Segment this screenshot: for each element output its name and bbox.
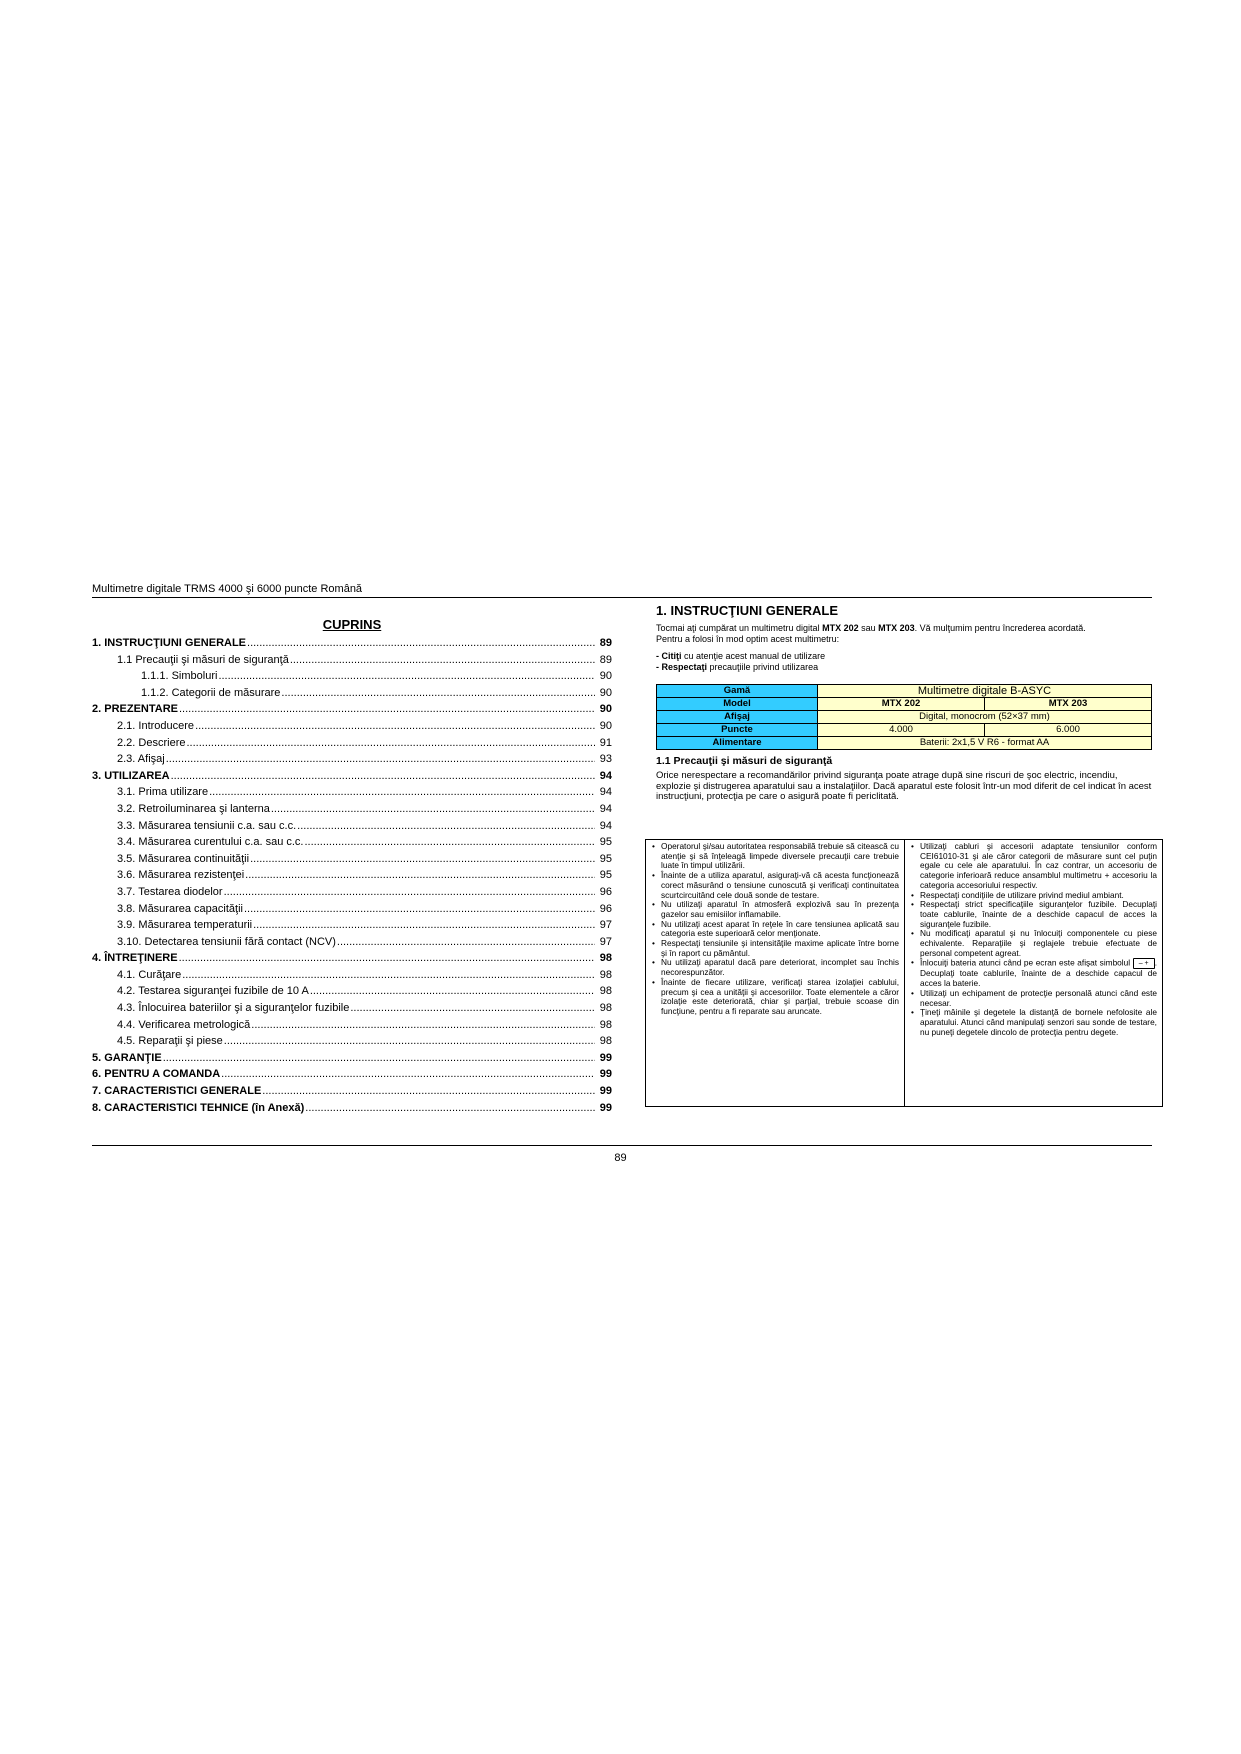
toc-entry-page: 98 — [599, 1002, 612, 1015]
warning-item: • Operatorul şi/sau autoritatea responsabilă trebuie să citească cu atenţie şi să înţeleagă limpede diversele precauţii care trebuie luate în timpul utilizării. — [661, 842, 899, 871]
toc-entry — [92, 917, 612, 934]
toc-entry — [92, 668, 612, 685]
toc-entry — [92, 851, 612, 868]
toc-entry-label: 4.4. Verificarea metrologică — [117, 1018, 251, 1031]
table-of-contents — [92, 617, 612, 1116]
warning-item: • Respectaţi condiţiile de utilizare privind mediul ambiant. — [920, 891, 1157, 901]
toc-entry-page: 95 — [599, 836, 612, 849]
toc-entry-page: 99 — [599, 1051, 612, 1064]
toc-leader-dots — [310, 983, 595, 1000]
toc-entry — [92, 884, 612, 901]
toc-entry-page: 94 — [599, 769, 612, 782]
header-rule — [92, 597, 1152, 598]
respect-precautions-note: - Respectaţi precauţiile privind utilizarea — [656, 662, 819, 672]
toc-entry — [92, 735, 612, 752]
toc-leader-dots — [182, 967, 595, 984]
toc-entry-page: 98 — [599, 1018, 612, 1031]
toc-entry-page: 93 — [599, 753, 612, 766]
toc-leader-dots — [224, 884, 595, 901]
toc-leader-dots — [271, 801, 595, 818]
toc-entry — [92, 718, 612, 735]
warning-item: • Nu modificaţi aparatul şi nu înlocuiţi componentele cu piese echivalente. Reparaţiile şi reglajele trebuie efectuate de personal competent agreat. — [920, 929, 1157, 958]
warning-item: • Utilizaţi cabluri şi accesorii adaptate tensiunilor conform CEI61010-31 şi ale căror categorii de măsurare sunt cel puţin egale cu cele ale aparatului. În caz contrar, un accesoriu de categorie inferioară reduce ansamblul multimetru + accesoriu la categoria accesoriului respectiv. — [920, 842, 1157, 891]
toc-entry — [92, 867, 612, 884]
toc-entry-label: 1.1.1. Simboluri — [141, 670, 218, 683]
toc-entry-page: 98 — [599, 968, 612, 981]
toc-entry-label: 3.1. Prima utilizare — [117, 786, 209, 799]
section-title: 1. INSTRUCŢIUNI GENERALE — [656, 603, 839, 618]
toc-entry — [92, 950, 612, 967]
toc-entry-label: 3.5. Măsurarea continuităţii — [117, 852, 250, 865]
intro-paragraph-2: Pentru a folosi în mod optim acest multimetru: — [656, 634, 840, 644]
toc-entry-label: 8. CARACTERISTICI TEHNICE (în Anexă) — [92, 1101, 305, 1114]
toc-entry-label: 3.7. Testarea diodelor — [117, 885, 223, 898]
toc-entry-page: 94 — [599, 802, 612, 815]
general-instructions — [656, 605, 1152, 803]
warnings-right-column — [904, 840, 1162, 1106]
toc-entry-label: 2. PREZENTARE — [92, 703, 178, 716]
toc-entry-label: 3.10. Detectarea tensiunii fără contact (NCV) — [117, 935, 336, 948]
toc-entry-label: 2.3. Afişaj — [117, 753, 165, 766]
toc-leader-dots — [305, 1100, 595, 1117]
toc-entry — [92, 635, 612, 652]
warning-item: • Nu utilizaţi aparatul dacă pare deteriorat, incomplet sau închis necorespunzător. — [661, 958, 899, 977]
toc-entry-page: 96 — [599, 902, 612, 915]
toc-entry-page: 90 — [599, 719, 612, 732]
warning-item: • Înainte de a utiliza aparatul, asiguraţi-vă că acesta funcţionează corect măsurând o tensiune cunoscută şi verificaţi continuitatea scurtcircuitând cele două sonde de testare. — [661, 871, 899, 900]
toc-leader-dots — [290, 652, 595, 669]
toc-entry-page: 98 — [599, 952, 612, 965]
toc-entry — [92, 685, 612, 702]
spec-value: Digital, monocrom (52×37 mm) — [818, 711, 1152, 724]
toc-leader-dots — [179, 701, 595, 718]
footer-rule — [92, 1145, 1152, 1146]
read-manual-note: - Citiţi cu atenţie acest manual de utilizare — [656, 651, 826, 661]
battery-icon: – + — [1133, 958, 1155, 969]
toc-entry-label: 3.2. Retroiluminarea şi lanterna — [117, 802, 270, 815]
toc-entry — [92, 1066, 612, 1083]
spec-label: Puncte — [657, 724, 818, 737]
safety-paragraph: Orice nerespectare a recomandărilor privind siguranţa poate atrage după sine riscuri de şoc electric, incendiu, explozie şi distrugerea aparatului sau a instalaţiilor. Dacă aparatul este folosit într-un mod diferit de cel indicat în acest instrucţiuni, protecţia pe care o asigură poate fi periclitată. — [656, 770, 1152, 802]
toc-entry — [92, 701, 612, 718]
toc-entry-label: 4.1. Curăţare — [117, 968, 182, 981]
spec-value: 6.000 — [985, 724, 1152, 737]
toc-entry-page: 90 — [599, 703, 612, 716]
warning-item: • Înainte de fiecare utilizare, verificaţi starea izolaţiei cablului, precum şi cea a unităţii şi accesoriilor. Toate elementele a căror izolaţie este deteriorată, chiar şi parţial, trebuie scoase din funcţiune, pentru a fi reparate sau aruncate. — [661, 978, 899, 1017]
toc-entry — [92, 751, 612, 768]
toc-entry-label: 4.2. Testarea siguranţei fuzibile de 10 A — [117, 985, 309, 998]
toc-entry-page: 90 — [599, 670, 612, 683]
toc-title: CUPRINS — [322, 617, 382, 632]
toc-entry-label: 7. CARACTERISTICI GENERALE — [92, 1085, 262, 1098]
toc-entry-page: 94 — [599, 786, 612, 799]
toc-entry-label: 3.3. Măsurarea tensiunii c.a. sau c.c. — [117, 819, 297, 832]
warning-item: • Nu utilizaţi acest aparat în reţele în care tensiunea aplicată sau categoria este superioară celor menţionate. — [661, 920, 899, 939]
spec-label: Afişaj — [657, 711, 818, 724]
toc-entry — [92, 1050, 612, 1067]
toc-entry — [92, 818, 612, 835]
toc-leader-dots — [244, 901, 595, 918]
safety-warnings-box — [645, 839, 1163, 1107]
toc-entry-label: 1. INSTRUCŢIUNI GENERALE — [92, 637, 247, 649]
toc-entry-page: 99 — [599, 1085, 612, 1098]
toc-leader-dots — [245, 867, 595, 884]
spec-value: MTX 203 — [985, 698, 1152, 711]
toc-entry-label: 2.2. Descriere — [117, 736, 186, 749]
toc-entry-page: 89 — [599, 653, 612, 666]
toc-entry-page: 95 — [599, 852, 612, 865]
toc-entry-page: 91 — [599, 736, 612, 749]
toc-leader-dots — [350, 1000, 595, 1017]
warning-item: • Respectaţi tensiunile şi intensităţile maxime aplicate între borne şi în raport cu pământul. — [661, 939, 899, 958]
toc-entry-label: 3.8. Măsurarea capacităţii — [117, 902, 243, 915]
toc-entry-label: 2.1. Introducere — [117, 719, 195, 732]
toc-entry-label: 3.9. Măsurarea temperaturii — [117, 919, 253, 932]
toc-entry-label: 3.6. Măsurarea rezistenţei — [117, 869, 245, 882]
toc-entry-label: 6. PENTRU A COMANDA — [92, 1068, 221, 1081]
toc-entry — [92, 1000, 612, 1017]
spec-value: Multimetre digitale B-ASYC — [818, 685, 1152, 698]
toc-entry-page: 90 — [599, 686, 612, 699]
warning-item: • Ţineţi mâinile şi degetele la distanţă de bornele nefolosite ale aparatului. Atunci când manipulaţi senzori sau sonde de testare, nu puneţi degetele dincolo de protecţia pentru degete. — [920, 1008, 1157, 1037]
toc-entry-page: 96 — [599, 885, 612, 898]
toc-entry-page: 99 — [599, 1068, 612, 1081]
toc-entry-page: 98 — [599, 985, 612, 998]
warning-item: • Nu utilizaţi aparatul în atmosferă explozivă sau în prezenţa gazelor sau emisiilor inflamabile. — [661, 900, 899, 919]
spec-value: MTX 202 — [818, 698, 985, 711]
toc-entry — [92, 1100, 612, 1117]
toc-entry-label: 1.1 Precauţii şi măsuri de siguranţă — [117, 653, 289, 666]
toc-entry — [92, 784, 612, 801]
toc-leader-dots — [247, 635, 595, 652]
toc-entry — [92, 1017, 612, 1034]
page-number: 89 — [614, 1152, 627, 1164]
warnings-left-column — [646, 840, 904, 1106]
spec-label: Gamă — [657, 685, 818, 698]
toc-entry-page: 97 — [599, 919, 612, 932]
toc-entry-page: 89 — [599, 637, 612, 649]
toc-entry — [92, 983, 612, 1000]
toc-entry-label: 1.1.2. Categorii de măsurare — [141, 686, 281, 699]
toc-entry-page: 95 — [599, 869, 612, 882]
toc-entry-label: 5. GARANŢIE — [92, 1051, 162, 1064]
toc-leader-dots — [337, 934, 595, 951]
toc-leader-dots — [171, 768, 595, 785]
toc-entry-label: 4.5. Reparaţii şi piese — [117, 1035, 223, 1048]
toc-leader-dots — [209, 784, 595, 801]
toc-entry — [92, 768, 612, 785]
toc-entry-label: 3.4. Măsurarea curentului c.a. sau c.c. — [117, 836, 304, 849]
toc-entry — [92, 967, 612, 984]
toc-entry-page: 98 — [599, 1035, 612, 1048]
toc-entry-page: 97 — [599, 935, 612, 948]
toc-entry-label: 4.3. Înlocuirea bateriilor şi a siguranţelor fuzibile — [117, 1002, 350, 1015]
page-header: Multimetre digitale TRMS 4000 şi 6000 puncte Română — [92, 583, 363, 595]
toc-entry-label: 3. UTILIZAREA — [92, 769, 170, 782]
toc-leader-dots — [297, 818, 595, 835]
toc-leader-dots — [250, 851, 595, 868]
toc-leader-dots — [186, 735, 595, 752]
toc-entry-page: 99 — [599, 1101, 612, 1114]
spec-label: Alimentare — [657, 737, 818, 750]
toc-entry — [92, 652, 612, 669]
toc-entry — [92, 1083, 612, 1100]
toc-leader-dots — [179, 950, 595, 967]
toc-entry — [92, 934, 612, 951]
toc-leader-dots — [218, 668, 595, 685]
toc-leader-dots — [195, 718, 595, 735]
warning-item: • Utilizaţi un echipament de protecţie personală atunci când este necesar. — [920, 989, 1157, 1008]
spec-value: Baterii: 2x1,5 V R6 - format AA — [818, 737, 1152, 750]
toc-entry — [92, 901, 612, 918]
toc-leader-dots — [224, 1033, 595, 1050]
toc-entry — [92, 834, 612, 851]
toc-leader-dots — [281, 685, 595, 702]
toc-entry — [92, 1033, 612, 1050]
toc-leader-dots — [166, 751, 595, 768]
toc-entry — [92, 801, 612, 818]
toc-leader-dots — [262, 1083, 595, 1100]
toc-entry-page: 94 — [599, 819, 612, 832]
subsection-title: 1.1 Precauţii şi măsuri de siguranţă — [656, 755, 833, 767]
battery-warning-item: • Înlocuiţi bateria atunci când pe ecran este afişat simbolul – + . Decuplaţi toate cablurile, înainte de a deschide capacul de acces la baterie. — [920, 958, 1157, 988]
spec-value: 4.000 — [818, 724, 985, 737]
warning-item: • Respectaţi strict specificaţiile siguranţelor fuzibile. Decuplaţi toate cablurile, înainte de a deschide capacul de acces la siguranţele fuzibile. — [920, 900, 1157, 929]
intro-paragraph: Tocmai aţi cumpărat un multimetru digital MTX 202 sau MTX 203. Vă mulţumim pentru încrederea acordată. — [656, 623, 1086, 633]
spec-table — [656, 684, 1152, 750]
toc-entry-label: 4. ÎNTREŢINERE — [92, 952, 178, 965]
toc-leader-dots — [221, 1066, 595, 1083]
toc-leader-dots — [304, 834, 595, 851]
spec-label: Model — [657, 698, 818, 711]
toc-leader-dots — [163, 1050, 595, 1067]
toc-leader-dots — [253, 917, 595, 934]
toc-leader-dots — [251, 1017, 595, 1034]
